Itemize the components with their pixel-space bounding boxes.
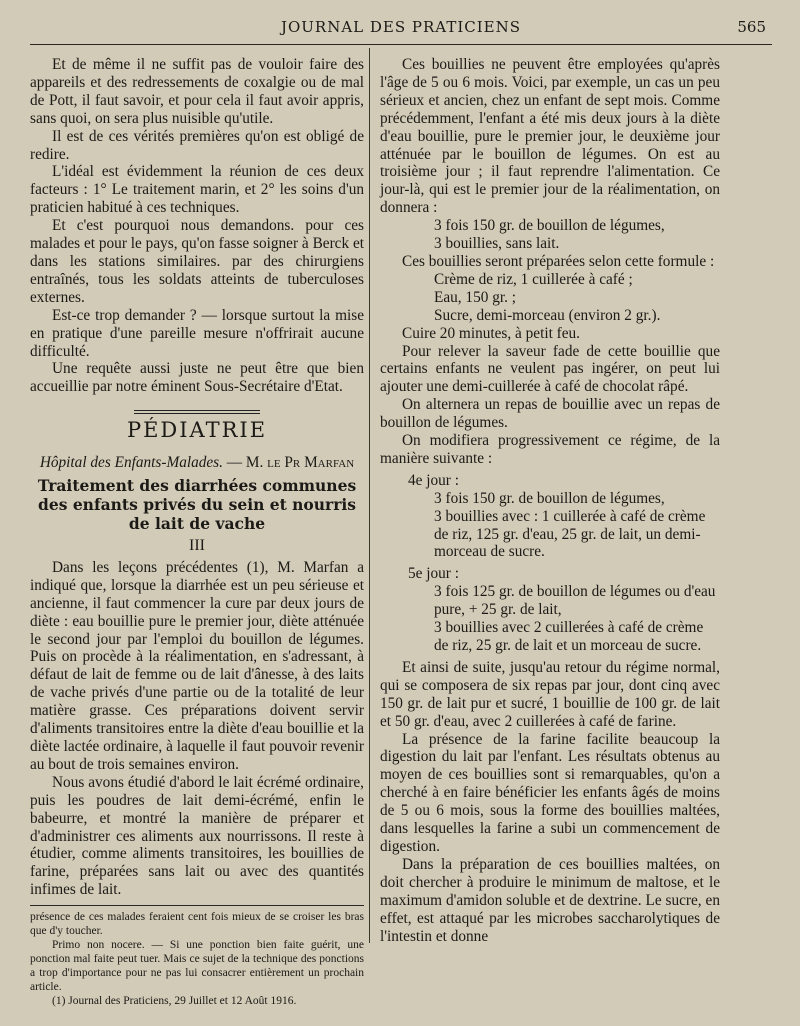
- recipe-line: Sucre, demi-morceau (environ 2 gr.).: [434, 306, 661, 324]
- byline-place: Hôpital des Enfants-Malades.: [39, 454, 223, 472]
- paragraph: Nous avons étudié d'abord le lait écrémé ordinaire, puis les poudres de lait demi-écrémé, enfin le babeurre, et montré la manière de préparer et d'administrer ces aliments aux nourrissons. Il reste à étudier, comme aliments transitoires, les bouillies de farine, préparées sans lait ou avec des quantités infimes de lait.: [30, 773, 364, 899]
- paragraph: Pour relever la saveur fade de cette bouillie que certains enfants ne veulent pas ingérer, on peut lui ajouter une demi-cuillerée à café de chocolat râpé.: [380, 342, 720, 396]
- right-column: [380, 56, 720, 945]
- footnote: (1) Journal des Praticiens, 29 Juillet et 12 Août 1916.: [52, 995, 297, 1008]
- diet-line: 3 fois 125 gr. de bouillon de légumes ou d'eau pure, + 25 gr. de lait,: [434, 583, 716, 619]
- paragraph: La présence de la farine facilite beaucoup la digestion du lait par l'enfant. Les résultats obtenus au moyen de ces bouillies sont si remarquables, qu'on a cherché à en faire bénéficier les enfants âgés de moins de 5 ou 6 mois, sous la forme des bouillies maltées, dans lesquelles la farine a subi un commencement de digestion.: [380, 730, 720, 855]
- paragraph: On alternera un repas de bouillie avec un repas de bouillon de légumes.: [380, 396, 720, 432]
- section-rule: [30, 410, 364, 414]
- paragraph: Dans les leçons précédentes (1), M. Marfan a indiqué que, lorsque la diarrhée est un peu sérieuse et ancienne, il faut commencer la cure par deux jours de diète : eau bouillie pure le premier jour, diète atténuée le second jour par l'emploi du bouillon de légumes. Puis on procède à la réalimentation, en s'adressant, à défaut de lait de femme ou de lait d'ânesse, à des laits de vache privés d'une partie ou de la totalité de leur matière grasse. Ces préparations doivent servir d'aliments transitoires entre la diète d'eau bouillie et la diète lactée ordinaire, à laquelle il faut pouvoir revenir au bout de trois semaines environ.: [30, 558, 364, 773]
- paragraph: Il est de ces vérités premières qu'on est obligé de redire.: [30, 127, 364, 163]
- day-label: 4e jour :: [408, 471, 459, 489]
- byline: [30, 454, 364, 472]
- left-column: [30, 56, 364, 1008]
- paragraph: Ces bouillies ne peuvent être employées qu'après l'âge de 5 ou 6 mois. Voici, par exemple, un cas un peu sérieux et ancien, chez un enfant de sept mois. Comme précédemment, l'enfant a été mis deux jours à la diète d'eau bouillie, pure le premier jour, le deuxième jour atténuée par le bouillon de légumes. On est au troisième jour ; il faut reprendre l'alimentation. Ce jour-là, qui est le premier jour de la réalimentation, on donnera :: [380, 56, 720, 217]
- paragraph: Ces bouillies seront préparées selon cette formule :: [402, 252, 715, 270]
- diet-line: 3 fois 150 gr. de bouillon de légumes,: [434, 217, 665, 235]
- article-title: Traitement des diarrhées communes des enfants privés du sein et nourris de lait de vache: [37, 476, 357, 534]
- paragraph: Une requête aussi juste ne peut être que bien accueillie par notre éminent Sous-Secrétaire d'Etat.: [30, 360, 364, 396]
- page-header: [30, 14, 772, 45]
- column-divider: [369, 48, 370, 943]
- diet-line: 3 bouillies avec 2 cuillerées à café de crème de riz, 25 gr. de lait et un morceau de sucre.: [434, 619, 704, 654]
- page-number: 565: [737, 18, 766, 36]
- recipe-line: Eau, 150 gr. ;: [434, 288, 516, 306]
- running-title: JOURNAL DES PRATICIENS: [280, 18, 522, 36]
- footnotes: [30, 910, 364, 1008]
- part-number: III: [189, 537, 205, 555]
- footnote-rule: [30, 905, 364, 906]
- byline-author: — M. le Pr Marfan: [226, 454, 355, 472]
- paragraph: Et de même il ne suffit pas de vouloir faire des appareils et des redressements de coxalgie ou de mal de Pott, il faut savoir, et pour cela il faut avoir appris, sans quoi, on sera plus nuisible qu'utile.: [30, 56, 364, 127]
- recipe-line: Crème de riz, 1 cuillerée à café ;: [434, 270, 633, 288]
- section-title: PÉDIATRIE: [126, 418, 268, 443]
- footnote: présence de ces malades feraient cent fois mieux de se croiser les bras que d'y toucher.: [30, 911, 364, 938]
- paragraph: Et c'est pourquoi nous demandons. pour ces malades et pour le pays, qu'on fasse soigner à Berck et dans les stations similaires. par des chirurgiens entraînés, tous les soldats atteints de tuberculoses externes.: [30, 217, 364, 306]
- diet-line: 3 fois 150 gr. de bouillon de légumes,: [434, 489, 665, 507]
- diet-line: 3 bouillies, sans lait.: [434, 235, 560, 253]
- paragraph: Cuire 20 minutes, à petit feu.: [402, 324, 580, 342]
- paragraph: Et ainsi de suite, jusqu'au retour du régime normal, qui se composera de six repas par jour, dont cinq avec 150 gr. de lait pur et sucré, 1 bouillie de 100 gr. de lait et 50 gr. d'eau, avec 2 cuillerées à café de farine.: [380, 658, 720, 730]
- diet-line: 3 bouillies avec : 1 cuillerée à café de crème de riz, 125 gr. d'eau, 25 gr. de lait, un demi-morceau de sucre.: [434, 507, 706, 561]
- paragraph: L'idéal est évidemment la réunion de ces deux facteurs : 1° Le traitement marin, et 2° les soins d'un praticien habitué à ces techniques.: [30, 163, 364, 217]
- paragraph: Est-ce trop demander ? — lorsque surtout la mise en pratique d'une pareille mesure n'offrirait aucune difficulté.: [30, 306, 364, 360]
- paragraph: On modifiera progressivement ce régime, de la manière suivante :: [380, 432, 720, 467]
- footnote: Primo non nocere. — Si une ponction bien faite guérit, une ponction mal faite peut tuer. Mais ce sujet de la technique des ponctions a trop d'importance pour ne pas lui consacrer entièrement un prochain article.: [30, 939, 364, 994]
- day-label: 5e jour :: [408, 565, 459, 583]
- paragraph: Dans la préparation de ces bouillies maltées, on doit chercher à produire le minimum de maltose, et le maximum d'amidon soluble et de dextrine. Le sucre, en effet, est attaqué par les microbes saccharolytiques de l'intestin et donne: [380, 855, 720, 945]
